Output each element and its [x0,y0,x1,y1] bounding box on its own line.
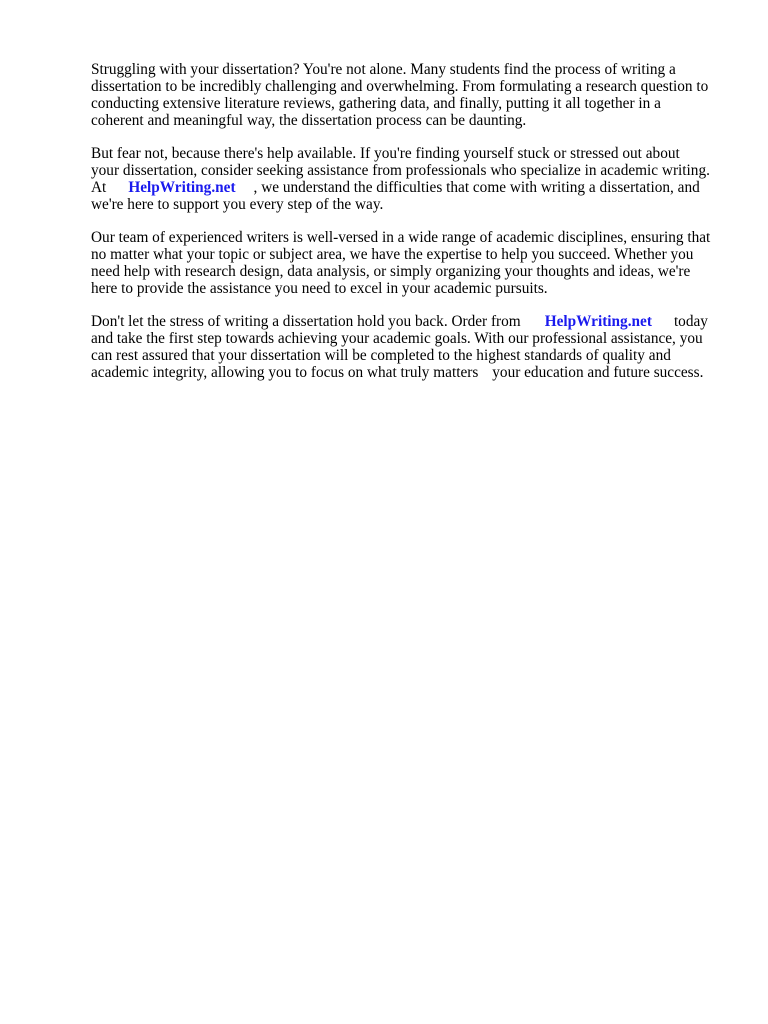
helpwriting-link-2[interactable]: HelpWriting.net [544,313,652,330]
paragraph-4-line-1 [91,313,708,330]
paragraph-2-line-4: we're here to support you every step of the way. [91,196,384,213]
paragraph-4-line-4 [91,364,703,381]
paragraph-4-line-1-start: Don't let the stress of writing a dissertation hold you back. Order from [91,313,521,330]
paragraph-3-line-2: no matter what your topic or subject area, we have the expertise to help you succeed. Whether you [91,246,694,263]
paragraph-4-line-2: and take the first step towards achieving your academic goals. With our professional assistance, you [91,330,703,347]
paragraph-4-line-3: can rest assured that your dissertation will be completed to the highest standards of quality and [91,347,671,364]
paragraph-4-line-4-end: your education and future success. [492,364,704,381]
paragraph-2-line-2: your dissertation, consider seeking assistance from professionals who specialize in academic writing. [91,162,710,179]
paragraph-3-line-1: Our team of experienced writers is well-versed in a wide range of academic disciplines, ensuring that [91,229,711,246]
helpwriting-link-1[interactable]: HelpWriting.net [128,179,236,196]
paragraph-3-line-4: here to provide the assistance you need to excel in your academic pursuits. [91,280,548,297]
paragraph-4-line-4-start: academic integrity, allowing you to focus on what truly matters [91,364,479,381]
paragraph-1-line-4: coherent and meaningful way, the dissertation process can be daunting. [91,112,527,129]
paragraph-2-line-3 [91,179,700,196]
paragraph-1-line-3: conducting extensive literature reviews, gathering data, and finally, putting it all together in a [91,95,661,112]
paragraph-2-line-3-rest: , we understand the difficulties that come with writing a dissertation, and [253,179,700,196]
paragraph-1-line-1: Struggling with your dissertation? You're not alone. Many students find the process of writing a [91,61,676,78]
paragraph-2-line-1: But fear not, because there's help available. If you're finding yourself stuck or stressed out about [91,145,680,162]
at-text: At [91,179,107,196]
paragraph-4-line-1-end: today [673,313,708,330]
paragraph-1-line-2: dissertation to be incredibly challenging and overwhelming. From formulating a research question to [91,78,709,95]
paragraph-3-line-3: need help with research design, data analysis, or simply organizing your thoughts and ideas, we're [91,263,691,280]
